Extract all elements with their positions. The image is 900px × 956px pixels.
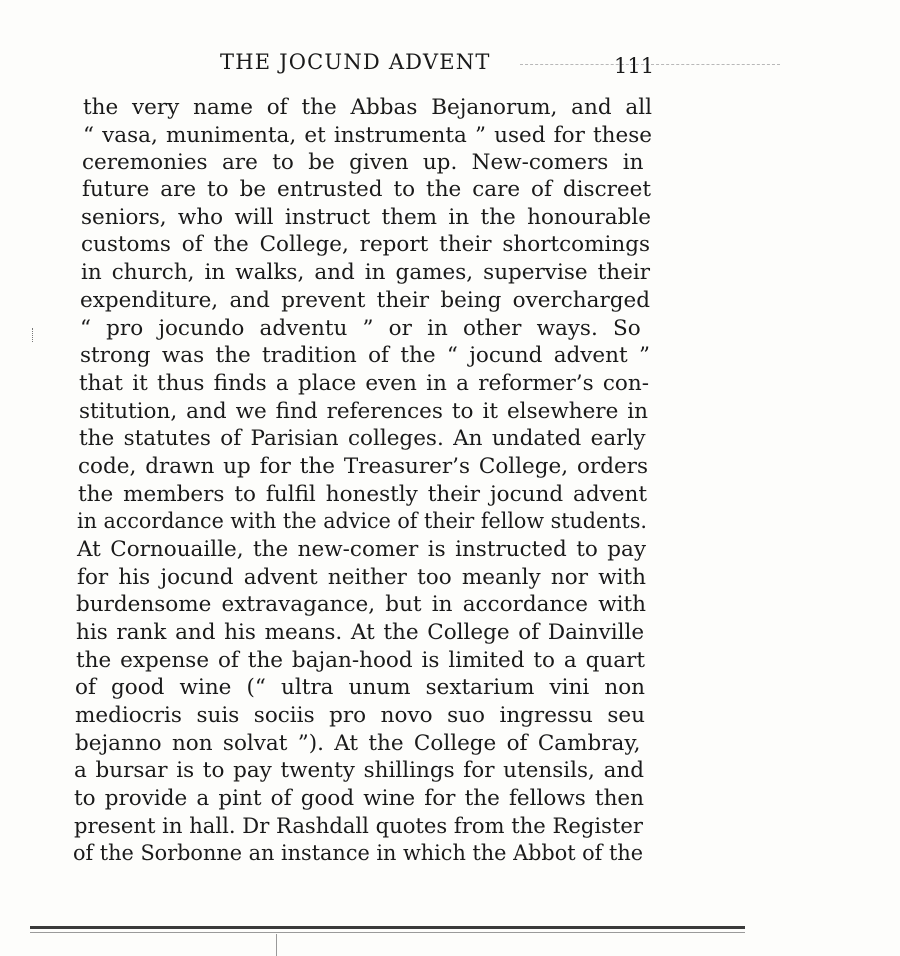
text-line: burdensome extravagance, but in accordance with [76, 592, 646, 617]
text-line: the members to fulfil honestly their jocund advent [78, 482, 647, 507]
text-line: to provide a pint of good wine for the fellows then [74, 786, 644, 811]
text-line: “ pro jocundo adventu ” or in other ways. So [80, 316, 641, 341]
text-line: stitution, and we find references to it elsewhere in [79, 399, 648, 424]
text-line: At Cornouaille, the new-comer is instructed to pay [77, 537, 646, 562]
text-line: his rank and his means. At the College of Dainville [76, 620, 645, 645]
page-number: 111 [614, 54, 655, 78]
text-line: the statutes of Parisian colleges. An undated early [79, 426, 646, 451]
text-line: “ vasa, munimenta, et instrumenta ” used for these [83, 123, 652, 148]
text-line: strong was the tradition of the “ jocund advent ” [80, 343, 650, 368]
running-head [0, 50, 900, 80]
text-line: expenditure, and prevent their being overcharged [80, 288, 650, 313]
text-line: code, drawn up for the Treasurer’s College, orders [78, 454, 648, 479]
gutter-mark [276, 934, 277, 956]
text-line: bejanno non solvat ”). At the College of Cambray, [75, 731, 641, 756]
bottom-rule [30, 926, 745, 929]
text-line: in church, in walks, and in games, supervise their [81, 260, 650, 285]
text-line: present in hall. Dr Rashdall quotes from the Register [74, 814, 643, 839]
running-title: THE JOCUND ADVENT [220, 50, 491, 74]
text-line: the expense of the bajan-hood is limited to a quart [76, 648, 645, 673]
text-line: customs of the College, report their shortcomings [81, 232, 650, 257]
text-line: in accordance with the advice of their fellow students. [77, 509, 647, 534]
bottom-rule-thin [30, 932, 745, 933]
text-line: of good wine (“ ultra unum sextarium vini non [75, 675, 645, 700]
text-line: seniors, who will instruct them in the honourable [81, 205, 651, 230]
text-line: future are to be entrusted to the care of discreet [82, 177, 651, 202]
text-line: mediocris suis sociis pro novo suo ingressu seu [75, 703, 645, 728]
text-line: the very name of the Abbas Bejanorum, and all [83, 95, 652, 120]
margin-mark [32, 328, 38, 342]
text-line: ceremonies are to be given up. New-comers in [82, 150, 644, 175]
text-line: of the Sorbonne an instance in which the Abbot of the [73, 841, 643, 866]
text-line: for his jocund advent neither too meanly nor with [77, 565, 646, 590]
text-line: that it thus finds a place even in a reformer’s con- [79, 371, 649, 396]
text-line: a bursar is to pay twenty shillings for utensils, and [74, 758, 644, 783]
